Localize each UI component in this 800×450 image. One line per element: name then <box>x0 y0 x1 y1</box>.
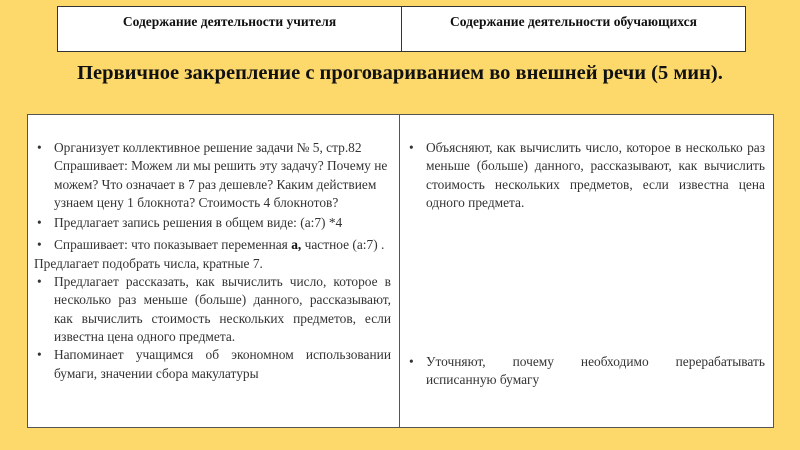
student-activities <box>400 115 773 427</box>
page-title: Первичное закрепление с проговариванием во внешней речи (5 мин). <box>77 62 723 84</box>
activity-table <box>27 114 774 428</box>
list-item: • Объясняют, как вычислить число, которое в несколько раз меньше (больше) данного, рассказывают, как вычислить стоимость нескольких предметов, если известна цена одного предмета. <box>406 139 765 212</box>
list-item: • Уточняют, почему необходимо перерабатывать исписанную бумагу <box>406 353 765 390</box>
students-column-header: Содержание деятельности обучающихся <box>450 14 697 29</box>
list-item: • Предлагает запись решения в общем виде: (а:7) *4 <box>34 214 391 232</box>
list-item: • Напоминает учащимся об экономном использовании бумаги, значении сбора макулатуры <box>34 346 391 383</box>
variable-label: а, <box>291 237 302 253</box>
list-item: • Предлагает рассказать, как вычислить число, которое в несколько раз меньше (больше) данного, рассказывают, как вычислить стоимость нескольких предметов, если известна цена одного предмета. <box>34 273 391 346</box>
teacher-column-header: Содержание деятельности учителя <box>58 7 402 51</box>
teacher-activities <box>28 115 400 427</box>
column-header-table <box>57 6 746 52</box>
list-item: • Организует коллективное решение задачи № 5, стр.82 Спрашивает: Можем ли мы решить эту задачу? Почему не можем? Что означает в 7 раз дешевле? Каким действием узнаем цену 1 блокнота? Стоимость 4 блокнотов? <box>34 139 391 212</box>
item-text: частное (а:7) . Предлагает подобрать числа, кратные 7. <box>34 237 385 271</box>
bullet: • <box>37 237 42 253</box>
list-item <box>34 236 391 273</box>
item-text: Спрашивает: что показывает переменная <box>54 237 292 253</box>
